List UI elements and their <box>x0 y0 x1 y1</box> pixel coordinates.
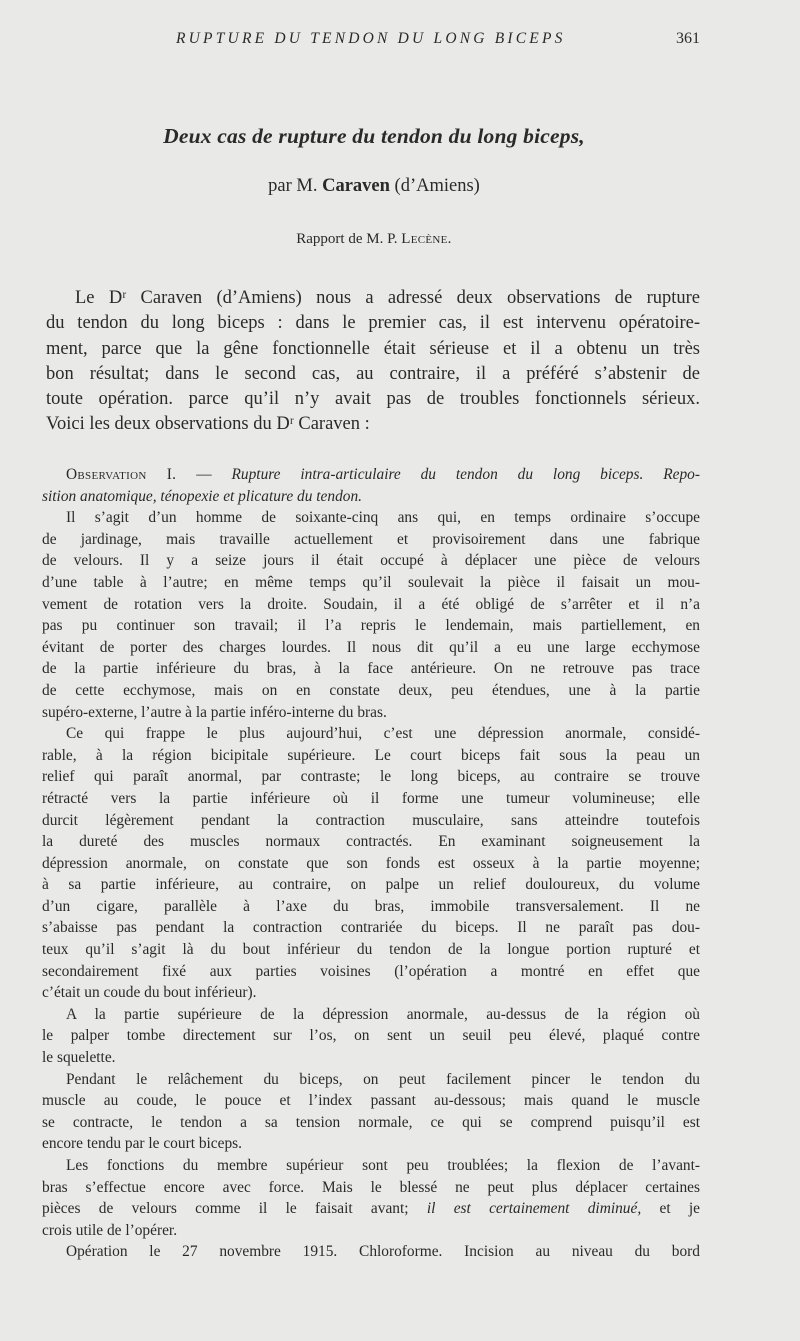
author-name: Caraven <box>322 176 390 196</box>
observation-line: Il s’agit d’un homme de soixante-cinq ans qui, en temps ordinaire s’occupe <box>66 509 700 527</box>
observation-line: encore tendu par le court biceps. <box>42 1135 242 1153</box>
intro-line: Voici les deux observations du Dʳ Caraven : <box>46 414 370 435</box>
article-title: Deux cas de rupture du tendon du long biceps, <box>163 124 585 148</box>
observation-line: Pendant le relâchement du biceps, on peut facilement pincer le tendon du <box>66 1070 700 1088</box>
running-head <box>0 30 800 54</box>
observation-title: Rupture intra-articulaire du tendon du long biceps. Repo- <box>231 466 700 483</box>
observation-line: se contracte, le tendon a sa tension normale, ce qui se comprend puisqu’il est <box>42 1113 700 1131</box>
observation-line: de velours. Il y a seize jours il était occupé à déplacer une pièce de velours <box>42 552 700 570</box>
observation-line: c’était un coude du bout inférieur). <box>42 984 257 1002</box>
byline-prefix: par M. <box>268 176 318 196</box>
line-text-end: et je <box>659 1200 700 1218</box>
observation-heading <box>42 464 700 486</box>
observation-line: relief qui paraît anormal, par contraste; le long biceps, au contraire se trouve <box>42 768 700 786</box>
observation-line: durcit légèrement pendant la contraction musculaire, sans atteindre toutefois <box>42 811 700 829</box>
observation-line: le squelette. <box>42 1049 116 1067</box>
intro-line: Le Dʳ Caraven (d’Amiens) nous a adressé deux observations de rupture <box>75 288 700 308</box>
observation-section <box>42 464 700 1263</box>
intro-line: toute opération. parce qu’il n’y avait pas de troubles fonctionnels sérieux. <box>46 389 700 410</box>
observation-line: d’un cigare, parallèle à l’axe du bras, immobile transversalement. Il ne <box>42 897 700 915</box>
observation-line: Ce qui frappe le plus aujourd’hui, c’est une dépression anormale, considé- <box>66 725 700 743</box>
observation-line <box>42 1198 700 1220</box>
observation-line: d’une table à l’autre; en même temps qu’il soulevait la pièce il faisait un mou- <box>42 573 700 591</box>
heading-dash: — <box>196 466 212 483</box>
rapport-prefix: Rapport de M. P. <box>296 231 398 247</box>
intro-paragraph <box>46 286 700 438</box>
observation-line: pas pu continuer son travail; il l’a repris le lendemain, mais partiellement, en <box>42 617 700 635</box>
intro-line: ment, parce que la gêne fonctionnelle était sérieuse et il a obtenu un très <box>46 338 700 359</box>
observation-line: de la partie inférieure du bras, à la face antérieure. On ne retrouve pas trace <box>42 660 700 678</box>
observation-line: rable, à la région bicipitale supérieure. Le court biceps fait sous la peau un <box>42 746 700 764</box>
observation-line: muscle au coude, le pouce et l’index passant au-dessous; mais quand le muscle <box>42 1092 700 1110</box>
observation-line: crois utile de l’opérer. <box>42 1221 178 1239</box>
observation-title-cont: sition anatomique, ténopexie et plicature du tendon. <box>42 487 363 505</box>
observation-line: à sa partie inférieure, au contraire, on palpe un relief douloureux, du volume <box>42 876 700 894</box>
observation-line: la dureté des muscles normaux contractés. En examinant soigneusement la <box>42 833 700 851</box>
observation-line: supéro-externe, l’autre à la partie inféro-interne du bras. <box>42 703 387 721</box>
line-text: pièces de velours comme il le faisait avant; <box>42 1200 409 1218</box>
observation-line: le palper tombe directement sur l’os, on sent un seuil peu élevé, plaqué contre <box>42 1027 700 1045</box>
observation-label: Observation I. <box>66 466 177 483</box>
observation-line: s’abaisse pas pendant la contraction contrariée du biceps. Il ne paraît pas dou- <box>42 919 700 937</box>
rapporteur-name: Lecène. <box>401 231 452 247</box>
observation-line: Les fonctions du membre supérieur sont peu troublées; la flexion de l’avant- <box>66 1157 700 1174</box>
observation-line: A la partie supérieure de la dépression anormale, au-dessus de la région où <box>66 1005 700 1023</box>
observation-line: bras s’effectue encore avec force. Mais le blessé ne peut plus déplacer certaines <box>42 1178 700 1196</box>
intro-line: du tendon du long biceps : dans le premier cas, il est intervenu opératoire- <box>46 313 700 334</box>
page-number: 361 <box>676 30 700 47</box>
italic-phrase: il est certainement diminué, <box>426 1200 642 1218</box>
observation-line: teux qu’il s’agit là du bout inférieur du tendon de la longue portion rupturé et <box>42 941 700 959</box>
byline <box>0 176 748 197</box>
observation-line: dépression anormale, on constate que son fonds est osseux à la partie moyenne; <box>42 854 700 872</box>
running-title: RUPTURE DU TENDON DU LONG BICEPS <box>176 30 566 47</box>
observation-line: évitant de porter des charges lourdes. Il nous dit qu’il a eu une large ecchymose <box>42 638 700 656</box>
rapport-line <box>0 231 748 248</box>
author-city: (d’Amiens) <box>394 176 480 196</box>
observation-line: rétracté vers la partie inférieure où il forme une tumeur volumineuse; elle <box>42 789 700 807</box>
observation-line: de jardinage, mais travaille actuellement et provisoirement dans une fabrique <box>42 530 700 548</box>
observation-line: Opération le 27 novembre 1915. Chloroforme. Incision au niveau du bord <box>66 1243 700 1261</box>
observation-line: vement de rotation vers la droite. Soudain, il a été obligé de s’arrêter et il n’a <box>42 595 700 613</box>
intro-line: bon résultat; dans le second cas, au contraire, il a préféré s’abstenir de <box>46 363 700 384</box>
observation-line: secondairement fixé aux parties voisines (l’opération a montré en effet que <box>42 962 700 980</box>
observation-line: de cette ecchymose, mais on en constate deux, peu étendues, une à la partie <box>42 681 700 699</box>
